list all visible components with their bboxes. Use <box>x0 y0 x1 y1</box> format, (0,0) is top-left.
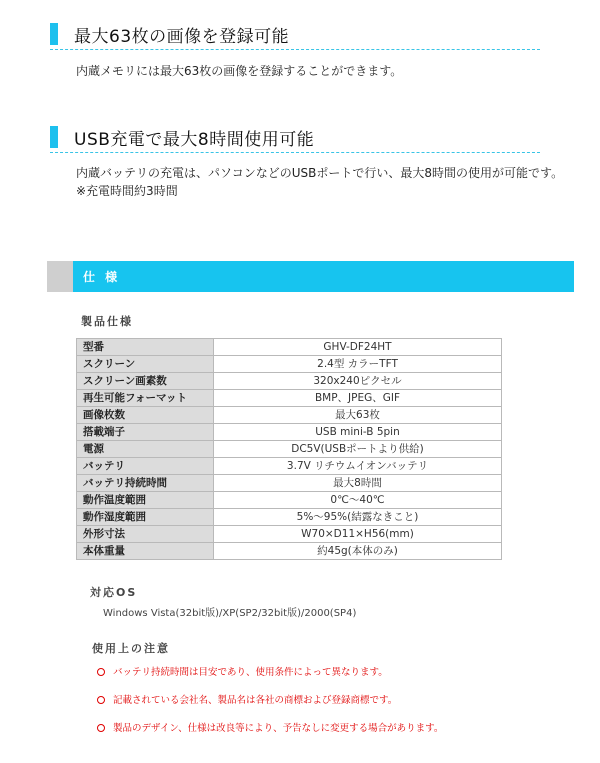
note-item <box>97 692 397 706</box>
section-title: USB充電で最大8時間使用可能 <box>74 130 315 150</box>
spec-label: 外形寸法 <box>77 526 214 543</box>
spec-value: 約45g(本体のみ) <box>214 543 502 560</box>
spec-label: スクリーン画素数 <box>77 373 214 390</box>
spec-value: 最大63枚 <box>214 407 502 424</box>
product-spec-title: 製品仕様 <box>81 315 133 328</box>
spec-label: 電源 <box>77 441 214 458</box>
spec-row <box>77 475 502 492</box>
spec-row <box>77 526 502 543</box>
spec-value: 2.4型 カラーTFT <box>214 356 502 373</box>
spec-value: 320x240ピクセル <box>214 373 502 390</box>
spec-value: BMP、JPEG、GIF <box>214 390 502 407</box>
spec-label: 搭載端子 <box>77 424 214 441</box>
circle-bullet-icon <box>97 724 105 732</box>
note-item <box>97 720 443 734</box>
spec-label: 再生可能フォーマット <box>77 390 214 407</box>
spec-value: GHV-DF24HT <box>214 339 502 356</box>
os-value: Windows Vista(32bit版)/XP(SP2/32bit版)/2000(SP4) <box>103 608 357 619</box>
section-heading-usb-charge <box>50 124 540 153</box>
spec-value: 5%～95%(結露なきこと) <box>214 509 502 526</box>
heading-accent-bar <box>50 126 58 148</box>
spec-row <box>77 509 502 526</box>
spec-value: USB mini-B 5pin <box>214 424 502 441</box>
spec-row <box>77 339 502 356</box>
section-title: 最大63枚の画像を登録可能 <box>74 27 290 47</box>
spec-banner <box>47 261 574 292</box>
spec-row <box>77 424 502 441</box>
spec-value: 3.7V リチウムイオンバッテリ <box>214 458 502 475</box>
spec-row <box>77 458 502 475</box>
spec-banner-title: 仕 様 <box>83 270 121 284</box>
note-item <box>97 664 388 678</box>
spec-value: DC5V(USBポートより供給) <box>214 441 502 458</box>
spec-label: 画像枚数 <box>77 407 214 424</box>
banner-gray-block <box>47 261 73 292</box>
notes-title: 使用上の注意 <box>92 642 170 655</box>
spec-row <box>77 492 502 509</box>
note-text: 製品のデザイン、仕様は改良等により、予告なしに変更する場合があります。 <box>113 723 444 734</box>
spec-value: W70×D11×H56(mm) <box>214 526 502 543</box>
spec-value: 最大8時間 <box>214 475 502 492</box>
note-text: バッテリ持続時間は目安であり、使用条件によって異なります。 <box>113 667 388 678</box>
spec-row <box>77 543 502 560</box>
spec-row <box>77 390 502 407</box>
spec-value: 0℃～40℃ <box>214 492 502 509</box>
spec-row <box>77 441 502 458</box>
note-text: 記載されている会社名、製品名は各社の商標および登録商標です。 <box>113 695 398 706</box>
spec-label: 動作温度範囲 <box>77 492 214 509</box>
spec-label: バッテリ持続時間 <box>77 475 214 492</box>
heading-accent-bar <box>50 23 58 45</box>
os-title: 対応OS <box>90 586 138 599</box>
spec-row <box>77 373 502 390</box>
spec-label: 本体重量 <box>77 543 214 560</box>
section-body-text: 内蔵メモリには最大63枚の画像を登録することができます。 <box>76 64 403 78</box>
spec-label: スクリーン <box>77 356 214 373</box>
spec-label: 動作湿度範囲 <box>77 509 214 526</box>
spec-row <box>77 407 502 424</box>
section-heading-image-storage <box>50 21 540 50</box>
circle-bullet-icon <box>97 668 105 676</box>
spec-label: 型番 <box>77 339 214 356</box>
spec-table <box>76 338 502 560</box>
section-body-note: ※充電時間約3時間 <box>76 184 178 198</box>
section-body-text: 内蔵バッテリの充電は、パソコンなどのUSBポートで行い、最大8時間の使用が可能です。 <box>76 166 564 180</box>
circle-bullet-icon <box>97 696 105 704</box>
spec-row <box>77 356 502 373</box>
spec-label: バッテリ <box>77 458 214 475</box>
